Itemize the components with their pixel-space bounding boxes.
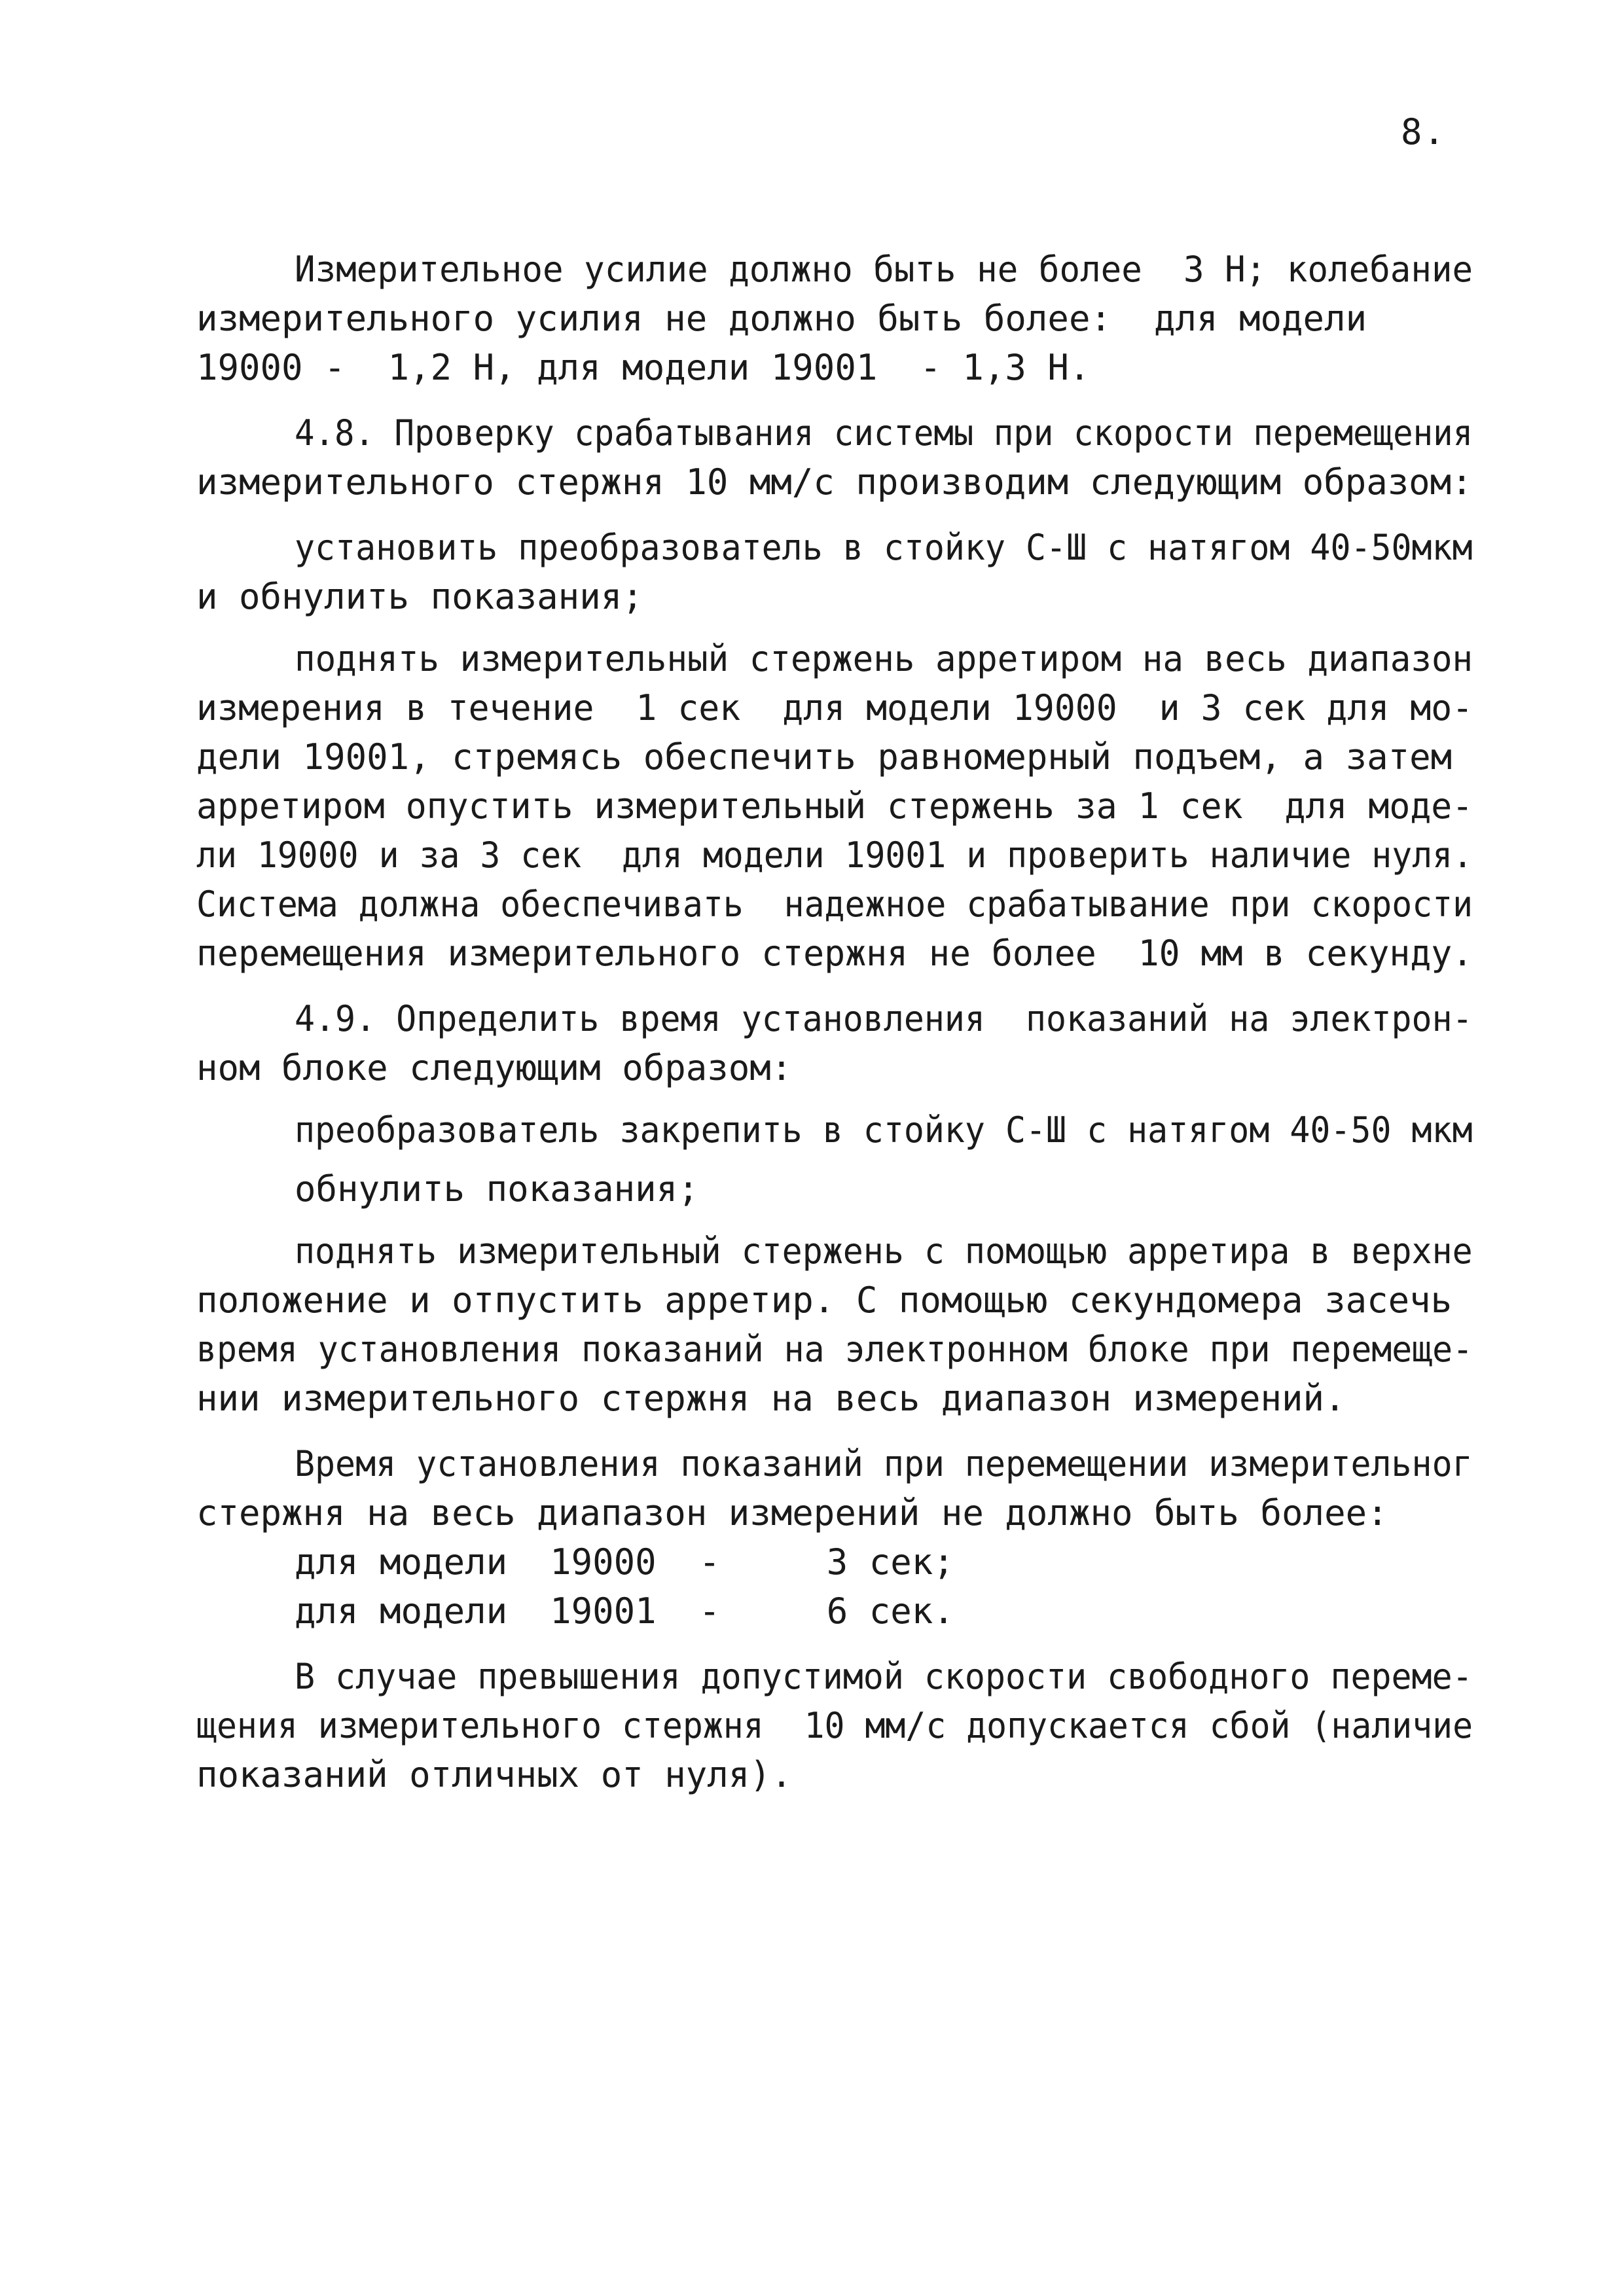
text-line: щения измерительного стержня 10 мм/с допускается сбой (наличие bbox=[196, 1705, 1473, 1746]
text-line: поднять измерительный стержень арретиром на весь диапазон bbox=[295, 638, 1473, 679]
text-line: для модели 19001 - 6 сек. bbox=[295, 1590, 954, 1632]
text-line: преобразователь закрепить в стойку С-Ш с натягом 40-50 мкм bbox=[295, 1109, 1473, 1151]
text-line: ли 19000 и за 3 сек для модели 19001 и проверить наличие нуля. bbox=[196, 834, 1473, 876]
text-line: Система должна обеспечивать надежное срабатывание при скорости bbox=[196, 884, 1473, 925]
text-line: показаний отличных от нуля). bbox=[196, 1754, 793, 1795]
text-line: измерения в течение 1 сек для модели 19000 и 3 сек для мо- bbox=[196, 687, 1473, 728]
text-line: нии измерительного стержня на весь диапазон измерений. bbox=[196, 1378, 1346, 1419]
text-line: 4.9. Определить время установления показаний на электрон- bbox=[295, 998, 1473, 1039]
text-line: время установления показаний на электронном блоке при перемеще- bbox=[196, 1329, 1473, 1370]
text-line: измерительного стержня 10 мм/с производим следующим образом: bbox=[196, 461, 1473, 503]
text-line: обнулить показания; bbox=[295, 1168, 699, 1210]
text-line: установить преобразователь в стойку С-Ш с натягом 40-50мкм bbox=[295, 527, 1473, 568]
page-number: 8. bbox=[1401, 111, 1447, 152]
text-line: и обнулить показания; bbox=[196, 576, 643, 617]
text-line: дели 19001, стремясь обеспечить равномерный подъем, а затем bbox=[196, 736, 1453, 778]
text-line: 4.8. Проверку срабатывания системы при скорости перемещения bbox=[295, 412, 1473, 454]
text-line: Время установления показаний при перемещении измерительног bbox=[295, 1443, 1473, 1484]
text-line: поднять измерительный стержень с помощью арретира в верхне bbox=[295, 1230, 1473, 1272]
text-line: перемещения измерительного стержня не более 10 мм в секунду. bbox=[196, 933, 1473, 974]
text-line: В случае превышения допустимой скорости свободного переме- bbox=[295, 1656, 1473, 1697]
text-line: 19000 - 1,2 Н, для модели 19001 - 1,3 Н. bbox=[196, 347, 1091, 388]
text-line: измерительного усилия не должно быть более: для модели bbox=[196, 298, 1367, 339]
text-line: стержня на весь диапазон измерений не должно быть более: bbox=[196, 1492, 1388, 1534]
text-line: арретиром опустить измерительный стержень за 1 сек для моде- bbox=[196, 785, 1473, 827]
text-line: для модели 19000 - 3 сек; bbox=[295, 1541, 954, 1583]
text-line: Измерительное усилие должно быть не более 3 Н; колебание bbox=[295, 249, 1473, 290]
text-line: положение и отпустить арретир. С помощью секундомера засечь bbox=[196, 1280, 1453, 1321]
text-line: ном блоке следующим образом: bbox=[196, 1047, 793, 1088]
